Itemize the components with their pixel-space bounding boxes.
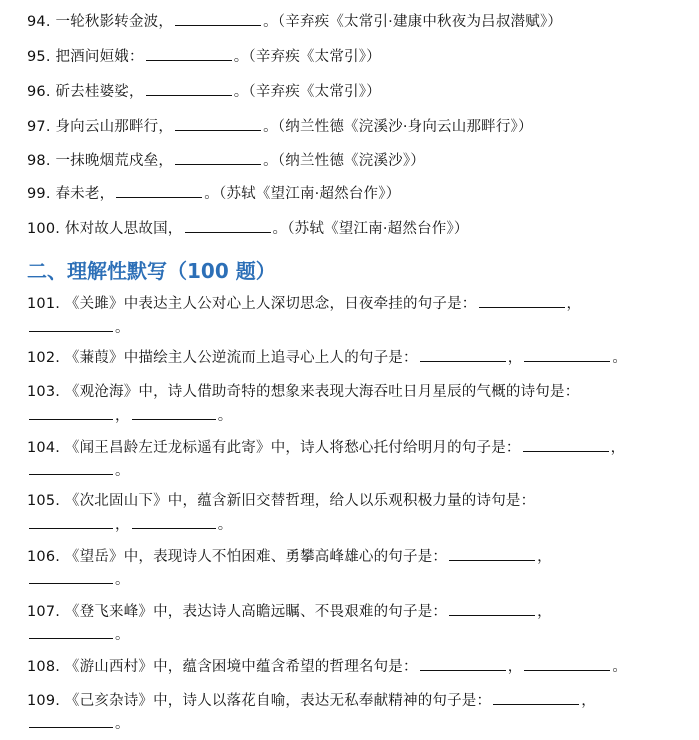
period: 。 xyxy=(217,408,233,424)
period: 。 xyxy=(115,320,130,336)
question-text: 《己亥杂诗》中，诗人以落花自喻，表达无私奉献精神的句子是： xyxy=(64,693,492,709)
question-105 xyxy=(27,491,535,511)
answer-blank[interactable] xyxy=(29,317,113,332)
answer-blank[interactable] xyxy=(524,656,610,671)
answer-blank[interactable] xyxy=(449,601,535,616)
question-number: 101. xyxy=(27,296,61,312)
item-98 xyxy=(27,150,425,171)
comma: ， xyxy=(507,350,523,366)
item-source: 。（苏轼《望江南·超然台作》） xyxy=(204,186,401,202)
item-text: 身向云山那畔行， xyxy=(55,119,174,135)
item-99 xyxy=(27,183,400,204)
question-number: 105. xyxy=(27,493,61,509)
question-104 xyxy=(27,437,625,458)
item-number: 98. xyxy=(27,153,51,169)
question-number: 104. xyxy=(27,440,61,456)
comma: ， xyxy=(537,549,552,565)
answer-blank[interactable] xyxy=(116,183,202,198)
question-number: 108. xyxy=(27,659,61,675)
question-109 xyxy=(27,690,596,711)
question-text: 《关雎》中表达主人公对心上人深切思念，日夜牵挂的句子是： xyxy=(64,296,477,312)
question-106 xyxy=(27,546,552,567)
item-number: 99. xyxy=(27,186,51,202)
question-103-cont xyxy=(27,405,232,426)
question-106-cont xyxy=(27,569,130,590)
item-text: 休对故人思故国， xyxy=(64,221,183,237)
answer-blank[interactable] xyxy=(29,624,113,639)
question-108 xyxy=(27,656,627,677)
comma: ， xyxy=(581,693,596,709)
question-text: 《观沧海》中，诗人借助奇特的想象来表现大海吞吐日月星辰的气概的诗句是： xyxy=(64,384,580,400)
answer-blank[interactable] xyxy=(29,514,113,529)
item-text: 把酒问姮娥： xyxy=(55,49,144,65)
question-103 xyxy=(27,382,579,402)
comma: ， xyxy=(537,604,552,620)
question-number: 103. xyxy=(27,384,61,400)
question-101 xyxy=(27,293,581,314)
item-source: 。（辛弃疾《太常引》） xyxy=(233,49,381,65)
comma: ， xyxy=(566,296,582,312)
comma: ， xyxy=(507,659,523,675)
item-source: 。（纳兰性德《浣溪沙》） xyxy=(263,153,425,169)
answer-blank[interactable] xyxy=(524,347,610,362)
item-number: 96. xyxy=(27,84,51,100)
question-text: 《登飞来峰》中，表达诗人高瞻远瞩、不畏艰难的句子是： xyxy=(64,604,448,620)
answer-blank[interactable] xyxy=(493,690,579,705)
question-text: 《闻王昌龄左迁龙标遥有此寄》中，诗人将愁心托付给明月的句子是： xyxy=(64,440,521,456)
answer-blank[interactable] xyxy=(523,437,609,452)
answer-blank[interactable] xyxy=(29,713,113,728)
answer-blank[interactable] xyxy=(449,546,535,561)
period: 。 xyxy=(612,659,628,675)
item-96 xyxy=(27,81,381,102)
period: 。 xyxy=(115,627,130,643)
question-number: 106. xyxy=(27,549,61,565)
item-95 xyxy=(27,46,381,67)
item-source: 。（辛弃疾《太常引·建康中秋夜为吕叔潜赋》） xyxy=(263,14,563,30)
answer-blank[interactable] xyxy=(146,81,232,96)
answer-blank[interactable] xyxy=(29,405,113,420)
comma: ， xyxy=(610,440,626,456)
question-102 xyxy=(27,347,627,368)
period: 。 xyxy=(612,350,628,366)
comma: ， xyxy=(115,408,130,424)
answer-blank[interactable] xyxy=(175,150,261,165)
item-source: 。（纳兰性德《浣溪沙·身向云山那畔行》） xyxy=(263,119,533,135)
question-text: 《蒹葭》中描绘主人公逆流而上追寻心上人的句子是： xyxy=(64,350,418,366)
item-number: 97. xyxy=(27,119,51,135)
question-number: 102. xyxy=(27,350,61,366)
item-text: 一轮秋影转金波， xyxy=(55,14,174,30)
item-text: 春未老， xyxy=(55,186,115,202)
item-source: 。（辛弃疾《太常引》） xyxy=(233,84,381,100)
question-text: 《望岳》中，表现诗人不怕困难、勇攀高峰雄心的句子是： xyxy=(64,549,448,565)
item-97 xyxy=(27,116,533,137)
question-text: 《游山西村》中，蕴含困境中蕴含希望的哲理名句是： xyxy=(64,659,418,675)
answer-blank[interactable] xyxy=(175,11,261,26)
item-94 xyxy=(27,11,562,32)
item-number: 95. xyxy=(27,49,51,65)
comma: ， xyxy=(115,517,130,533)
question-107 xyxy=(27,601,552,622)
question-number: 107. xyxy=(27,604,61,620)
answer-blank[interactable] xyxy=(185,218,271,233)
item-number: 100. xyxy=(27,221,61,237)
period: 。 xyxy=(115,572,130,588)
answer-blank[interactable] xyxy=(29,460,113,475)
answer-blank[interactable] xyxy=(132,405,216,420)
question-107-cont xyxy=(27,624,130,645)
item-source: 。（苏轼《望江南·超然台作》） xyxy=(272,221,469,237)
question-104-cont xyxy=(27,460,130,481)
item-number: 94. xyxy=(27,14,51,30)
section-title: 二、理解性默写（100 题） xyxy=(27,259,276,283)
answer-blank[interactable] xyxy=(132,514,216,529)
period: 。 xyxy=(115,716,130,732)
answer-blank[interactable] xyxy=(420,656,506,671)
question-109-cont xyxy=(27,713,130,734)
question-101-cont xyxy=(27,317,130,338)
answer-blank[interactable] xyxy=(420,347,506,362)
item-100 xyxy=(27,218,469,239)
answer-blank[interactable] xyxy=(146,46,232,61)
question-text: 《次北固山下》中，蕴含新旧交替哲理，给人以乐观积极力量的诗句是： xyxy=(64,493,536,509)
question-number: 109. xyxy=(27,693,61,709)
answer-blank[interactable] xyxy=(175,116,261,131)
question-105-cont xyxy=(27,514,232,535)
answer-blank[interactable] xyxy=(29,569,113,584)
item-text: 斫去桂婆娑， xyxy=(55,84,144,100)
answer-blank[interactable] xyxy=(479,293,565,308)
period: 。 xyxy=(217,517,233,533)
period: 。 xyxy=(115,463,130,479)
item-text: 一抹晚烟荒戍垒， xyxy=(55,153,174,169)
